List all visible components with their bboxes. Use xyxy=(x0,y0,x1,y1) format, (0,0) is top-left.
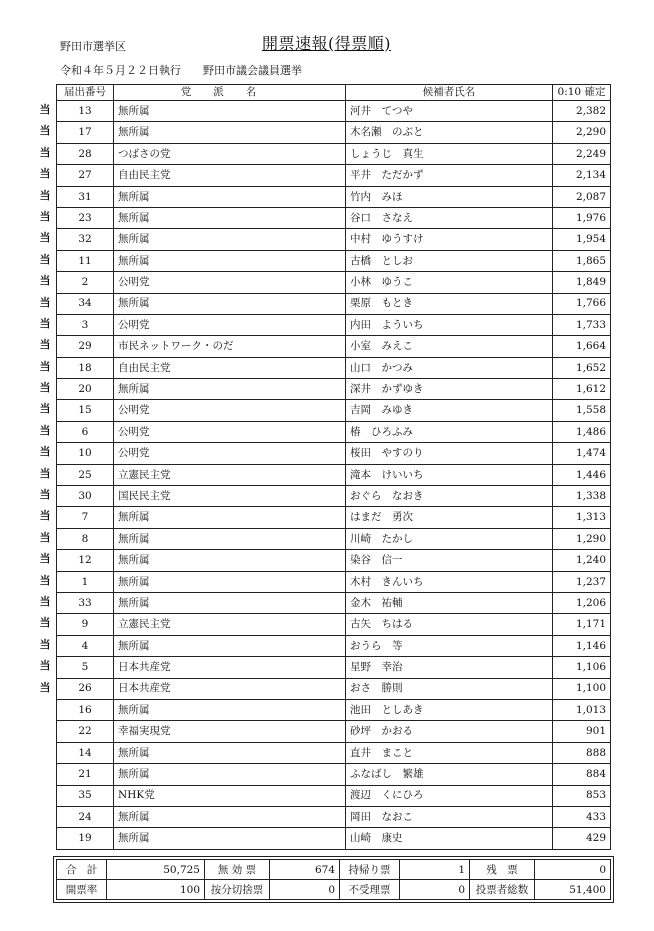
candidate-votes: 1,976 xyxy=(553,207,611,228)
candidate-votes: 901 xyxy=(553,721,611,742)
elected-mark: 当 xyxy=(39,616,51,630)
elected-marks-column xyxy=(36,99,54,848)
candidate-number: 4 xyxy=(57,635,114,656)
candidate-name: 古橋 としお xyxy=(346,250,553,271)
summary-table xyxy=(56,859,611,900)
candidate-votes: 1,865 xyxy=(553,250,611,271)
table-row xyxy=(57,186,611,207)
candidate-votes: 888 xyxy=(553,742,611,763)
candidate-name: 木村 きんいち xyxy=(346,571,553,592)
candidate-party: 無所属 xyxy=(114,507,346,528)
table-row xyxy=(57,592,611,613)
candidate-name: 小林 ゆうこ xyxy=(346,272,553,293)
candidate-votes: 2,290 xyxy=(553,122,611,143)
table-row xyxy=(57,464,611,485)
candidate-name: ふなばし 繁雄 xyxy=(346,764,553,785)
candidate-party: 日本共産党 xyxy=(114,678,346,699)
table-row xyxy=(57,272,611,293)
candidate-votes: 1,474 xyxy=(553,443,611,464)
candidate-party: 公明党 xyxy=(114,443,346,464)
table-row xyxy=(57,614,611,635)
elected-mark: 当 xyxy=(39,509,51,523)
table-row xyxy=(57,699,611,720)
elected-mark: 当 xyxy=(39,295,51,309)
voters-value: 51,400 xyxy=(535,880,611,900)
header-candidate: 候補者氏名 xyxy=(346,85,553,101)
elected-mark: 当 xyxy=(39,252,51,266)
candidate-votes: 1,612 xyxy=(553,379,611,400)
candidate-number: 23 xyxy=(57,207,114,228)
candidate-number: 30 xyxy=(57,486,114,507)
takehome-value: 1 xyxy=(400,860,470,880)
candidate-party: 無所属 xyxy=(114,250,346,271)
header-status: 0:10 確定 xyxy=(553,85,611,101)
candidate-number: 34 xyxy=(57,293,114,314)
table-row xyxy=(57,293,611,314)
candidate-number: 25 xyxy=(57,464,114,485)
page-title: 開票速報(得票順) xyxy=(262,34,391,53)
elected-mark: 当 xyxy=(39,274,51,288)
table-header-row xyxy=(57,85,611,101)
elected-mark: 当 xyxy=(39,209,51,223)
candidate-number: 6 xyxy=(57,421,114,442)
candidate-name: 椿 ひろふみ xyxy=(346,421,553,442)
candidate-name: 中村 ゆうすけ xyxy=(346,229,553,250)
candidate-votes: 2,087 xyxy=(553,186,611,207)
candidate-number: 35 xyxy=(57,785,114,806)
candidate-party: 無所属 xyxy=(114,699,346,720)
candidate-name: 岡田 なおこ xyxy=(346,806,553,827)
candidate-party: 公明党 xyxy=(114,272,346,293)
candidate-party: 無所属 xyxy=(114,528,346,549)
candidate-number: 28 xyxy=(57,143,114,164)
elected-mark: 当 xyxy=(39,573,51,587)
elected-mark: 当 xyxy=(39,466,51,480)
unaccepted-label: 不受理票 xyxy=(340,880,400,900)
candidate-votes: 1,237 xyxy=(553,571,611,592)
table-row xyxy=(57,165,611,186)
elected-mark: 当 xyxy=(39,103,51,116)
candidate-party: 無所属 xyxy=(114,635,346,656)
elected-mark: 当 xyxy=(39,188,51,202)
candidate-votes: 429 xyxy=(553,828,611,849)
header-party: 党派名 xyxy=(114,85,346,101)
candidate-party: 公明党 xyxy=(114,400,346,421)
table-row xyxy=(57,229,611,250)
candidate-name: 谷口 さなえ xyxy=(346,207,553,228)
elected-mark: 当 xyxy=(39,445,51,459)
header-number: 届出番号 xyxy=(57,85,114,101)
candidate-number: 19 xyxy=(57,828,114,849)
table-row xyxy=(57,400,611,421)
table-row xyxy=(57,143,611,164)
candidate-party: 無所属 xyxy=(114,379,346,400)
table-row xyxy=(57,657,611,678)
elected-mark xyxy=(36,741,54,762)
total-label: 合 計 xyxy=(57,860,107,880)
table-row xyxy=(57,357,611,378)
candidate-votes: 884 xyxy=(553,764,611,785)
candidate-party: 無所属 xyxy=(114,186,346,207)
elected-mark: 当 xyxy=(39,231,51,245)
candidate-name: 古矢 ちはる xyxy=(346,614,553,635)
candidate-name: 池田 としあき xyxy=(346,699,553,720)
summary-row-2 xyxy=(57,880,611,900)
candidate-name: 竹内 みほ xyxy=(346,186,553,207)
candidate-party: 国民民主党 xyxy=(114,486,346,507)
table-row xyxy=(57,507,611,528)
candidate-number: 22 xyxy=(57,721,114,742)
candidate-name: おさ 勝則 xyxy=(346,678,553,699)
elected-mark: 当 xyxy=(39,338,51,352)
candidate-votes: 1,733 xyxy=(553,314,611,335)
candidate-name: 小室 みえこ xyxy=(346,336,553,357)
candidate-number: 20 xyxy=(57,379,114,400)
candidate-number: 31 xyxy=(57,186,114,207)
candidate-party: 自由民主党 xyxy=(114,357,346,378)
candidate-name: 山口 かつみ xyxy=(346,357,553,378)
rate-label: 開票率 xyxy=(57,880,107,900)
invalid-label: 無 効 票 xyxy=(205,860,270,880)
total-value: 50,725 xyxy=(107,860,205,880)
table-row xyxy=(57,486,611,507)
candidate-name: はまだ 勇次 xyxy=(346,507,553,528)
candidate-party: 立憲民主党 xyxy=(114,614,346,635)
table-row xyxy=(57,336,611,357)
candidate-name: 渡辺 くにひろ xyxy=(346,785,553,806)
candidate-number: 24 xyxy=(57,806,114,827)
takehome-label: 持帰り票 xyxy=(340,860,400,880)
candidate-name: おぐら なおき xyxy=(346,486,553,507)
candidate-party: 無所属 xyxy=(114,571,346,592)
candidate-votes: 1,766 xyxy=(553,293,611,314)
candidate-votes: 1,558 xyxy=(553,400,611,421)
candidate-party: 公明党 xyxy=(114,314,346,335)
elected-mark: 当 xyxy=(39,124,51,138)
candidate-votes: 1,664 xyxy=(553,336,611,357)
candidate-party: 市民ネットワーク・のだ xyxy=(114,336,346,357)
candidate-name: おうら 等 xyxy=(346,635,553,656)
fraction-value: 0 xyxy=(270,880,340,900)
elected-mark xyxy=(36,698,54,719)
table-row xyxy=(57,122,611,143)
candidate-votes: 1,206 xyxy=(553,592,611,613)
table-row xyxy=(57,250,611,271)
candidate-number: 26 xyxy=(57,678,114,699)
candidate-number: 29 xyxy=(57,336,114,357)
candidate-party: 無所属 xyxy=(114,122,346,143)
candidate-number: 8 xyxy=(57,528,114,549)
election-subtitle xyxy=(60,62,302,78)
candidate-party: つばさの党 xyxy=(114,143,346,164)
table-row xyxy=(57,678,611,699)
elected-mark: 当 xyxy=(39,381,51,395)
candidate-number: 21 xyxy=(57,764,114,785)
table-row xyxy=(57,379,611,400)
voters-label: 投票者総数 xyxy=(470,880,535,900)
candidate-votes: 1,100 xyxy=(553,678,611,699)
rate-value: 100 xyxy=(107,880,205,900)
results-table xyxy=(56,84,611,850)
candidate-votes: 1,171 xyxy=(553,614,611,635)
candidate-votes: 2,382 xyxy=(553,101,611,122)
elected-mark: 当 xyxy=(39,402,51,416)
candidate-votes: 1,013 xyxy=(553,699,611,720)
elected-mark xyxy=(36,826,54,847)
candidate-votes: 1,486 xyxy=(553,421,611,442)
elected-mark xyxy=(36,762,54,783)
candidate-name: 直井 まこと xyxy=(346,742,553,763)
election-date: 令和４年５月２２日執行 xyxy=(60,64,181,77)
candidate-votes: 1,146 xyxy=(553,635,611,656)
elected-mark: 当 xyxy=(39,594,51,608)
candidate-number: 13 xyxy=(57,101,114,122)
candidate-number: 16 xyxy=(57,699,114,720)
elected-mark: 当 xyxy=(39,167,51,181)
candidate-votes: 1,446 xyxy=(553,464,611,485)
table-row xyxy=(57,528,611,549)
table-row xyxy=(57,571,611,592)
elected-mark xyxy=(36,719,54,740)
candidate-party: 自由民主党 xyxy=(114,165,346,186)
candidate-number: 9 xyxy=(57,614,114,635)
district-label: 野田市選挙区 xyxy=(60,40,126,53)
elected-mark: 当 xyxy=(39,488,51,502)
election-name: 野田市議会議員選挙 xyxy=(203,64,302,77)
candidate-name: 砂坪 かおる xyxy=(346,721,553,742)
candidate-number: 32 xyxy=(57,229,114,250)
candidate-number: 18 xyxy=(57,357,114,378)
elected-mark xyxy=(36,784,54,805)
candidate-party: 無所属 xyxy=(114,101,346,122)
candidate-party: 無所属 xyxy=(114,828,346,849)
candidate-number: 10 xyxy=(57,443,114,464)
candidate-party: 立憲民主党 xyxy=(114,464,346,485)
elected-mark: 当 xyxy=(39,145,51,159)
candidate-party: 無所属 xyxy=(114,764,346,785)
candidate-party: 無所属 xyxy=(114,207,346,228)
candidate-name: 金木 祐輔 xyxy=(346,592,553,613)
elected-mark xyxy=(36,805,54,826)
table-row xyxy=(57,721,611,742)
elected-mark: 当 xyxy=(39,680,51,694)
elected-mark: 当 xyxy=(39,359,51,373)
candidate-number: 15 xyxy=(57,400,114,421)
table-row xyxy=(57,207,611,228)
candidate-name: 桜田 やすのり xyxy=(346,443,553,464)
elected-mark: 当 xyxy=(39,316,51,330)
fraction-label: 按分切捨票 xyxy=(205,880,270,900)
candidate-party: 公明党 xyxy=(114,421,346,442)
candidate-name: 山崎 康史 xyxy=(346,828,553,849)
candidate-number: 17 xyxy=(57,122,114,143)
table-row xyxy=(57,421,611,442)
elected-mark: 当 xyxy=(39,552,51,566)
remaining-value: 0 xyxy=(535,860,611,880)
table-row xyxy=(57,785,611,806)
candidate-party: 無所属 xyxy=(114,592,346,613)
table-row xyxy=(57,742,611,763)
candidate-number: 7 xyxy=(57,507,114,528)
candidate-party: 無所属 xyxy=(114,806,346,827)
elected-mark: 当 xyxy=(39,423,51,437)
candidate-number: 5 xyxy=(57,657,114,678)
candidate-name: 吉岡 みゆき xyxy=(346,400,553,421)
elected-mark: 当 xyxy=(39,530,51,544)
elected-mark: 当 xyxy=(39,659,51,673)
table-row xyxy=(57,806,611,827)
table-row xyxy=(57,635,611,656)
unaccepted-value: 0 xyxy=(400,880,470,900)
candidate-party: 無所属 xyxy=(114,742,346,763)
table-row xyxy=(57,764,611,785)
candidate-name: 星野 幸治 xyxy=(346,657,553,678)
candidate-number: 2 xyxy=(57,272,114,293)
candidate-votes: 1,290 xyxy=(553,528,611,549)
candidate-votes: 1,240 xyxy=(553,550,611,571)
candidate-number: 3 xyxy=(57,314,114,335)
candidate-name: 染谷 信一 xyxy=(346,550,553,571)
candidate-votes: 2,134 xyxy=(553,165,611,186)
candidate-name: 滝本 けいいち xyxy=(346,464,553,485)
candidate-name: 平井 ただかず xyxy=(346,165,553,186)
candidate-number: 1 xyxy=(57,571,114,592)
candidate-name: 河井 てつや xyxy=(346,101,553,122)
table-row xyxy=(57,101,611,122)
table-row xyxy=(57,828,611,849)
candidate-party: 無所属 xyxy=(114,229,346,250)
candidate-votes: 1,652 xyxy=(553,357,611,378)
candidate-votes: 1,954 xyxy=(553,229,611,250)
candidate-party: 幸福実現党 xyxy=(114,721,346,742)
candidate-votes: 853 xyxy=(553,785,611,806)
table-row xyxy=(57,443,611,464)
candidate-name: 木名瀬 のぶと xyxy=(346,122,553,143)
candidate-number: 14 xyxy=(57,742,114,763)
table-row xyxy=(57,314,611,335)
candidate-name: 深井 かずゆき xyxy=(346,379,553,400)
candidate-name: 栗原 もとき xyxy=(346,293,553,314)
candidate-votes: 2,249 xyxy=(553,143,611,164)
candidate-party: 無所属 xyxy=(114,293,346,314)
invalid-value: 674 xyxy=(270,860,340,880)
remaining-label: 残 票 xyxy=(470,860,535,880)
candidate-name: 川崎 たかし xyxy=(346,528,553,549)
candidate-number: 27 xyxy=(57,165,114,186)
table-row xyxy=(57,550,611,571)
candidate-number: 11 xyxy=(57,250,114,271)
summary-row-1 xyxy=(57,860,611,880)
candidate-name: 内田 よういち xyxy=(346,314,553,335)
candidate-party: 日本共産党 xyxy=(114,657,346,678)
candidate-votes: 1,106 xyxy=(553,657,611,678)
candidate-votes: 1,849 xyxy=(553,272,611,293)
candidate-number: 33 xyxy=(57,592,114,613)
candidate-votes: 1,313 xyxy=(553,507,611,528)
candidate-votes: 433 xyxy=(553,806,611,827)
candidate-votes: 1,338 xyxy=(553,486,611,507)
candidate-name: しょうじ 真生 xyxy=(346,143,553,164)
candidate-number: 12 xyxy=(57,550,114,571)
candidate-party: NHK党 xyxy=(114,785,346,806)
candidate-party: 無所属 xyxy=(114,550,346,571)
elected-mark: 当 xyxy=(39,637,51,651)
